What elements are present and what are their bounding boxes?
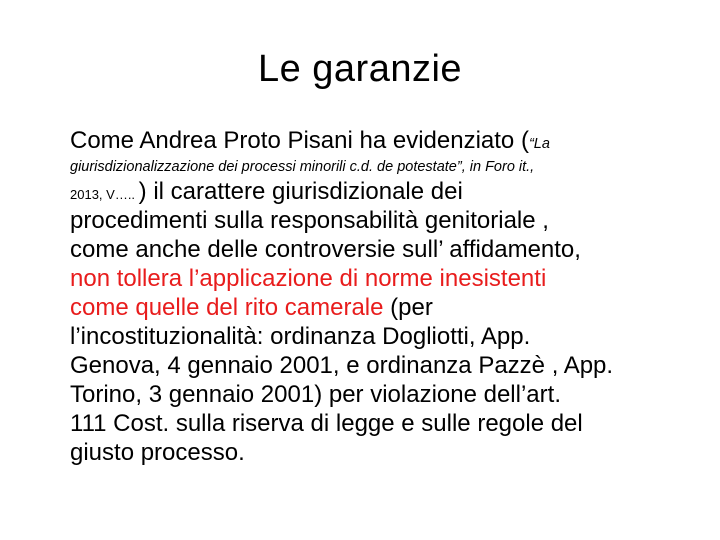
body-line-2: [70, 153, 690, 177]
body-line-12: giusto processo.: [70, 439, 245, 466]
slide-title: Le garanzie: [257, 48, 463, 90]
body-line-7-text: (per: [383, 294, 433, 321]
body-line-5: come anche delle controversie sull’ affidamento,: [70, 236, 581, 263]
body-line-3-text: ) il carattere giurisdizionale dei: [138, 178, 463, 205]
body-line-10: Torino, 3 gennaio 2001) per violazione dell’art.: [70, 381, 561, 408]
body-line-7: [70, 293, 690, 322]
highlight-line-7: come quelle del rito camerale: [70, 294, 384, 321]
body-line-4: procedimenti sulla responsabilità genitoriale ,: [70, 207, 549, 234]
body-line-11: 111 Cost. sulla riserva di legge e sulle regole del: [70, 410, 583, 437]
citation-end: 2013, V…..: [70, 187, 139, 202]
highlight-line-6: non tollera l’applicazione di norme inesistenti: [70, 265, 547, 292]
body-line-3: [70, 177, 690, 206]
body-line-8: l’incostituzionalità: ordinanza Dogliotti, App.: [70, 323, 531, 350]
citation-start: “La: [528, 136, 550, 152]
body-line-1: [70, 126, 690, 153]
body-line-1-text: Come Andrea Proto Pisani ha evidenziato (: [70, 127, 529, 154]
slide-body: [70, 126, 690, 467]
citation-text: giurisdizionalizzazione dei processi minorili c.d. de potestate”, in Foro it.,: [70, 159, 535, 175]
body-line-9: Genova, 4 gennaio 2001, e ordinanza Pazzè , App.: [70, 352, 614, 379]
